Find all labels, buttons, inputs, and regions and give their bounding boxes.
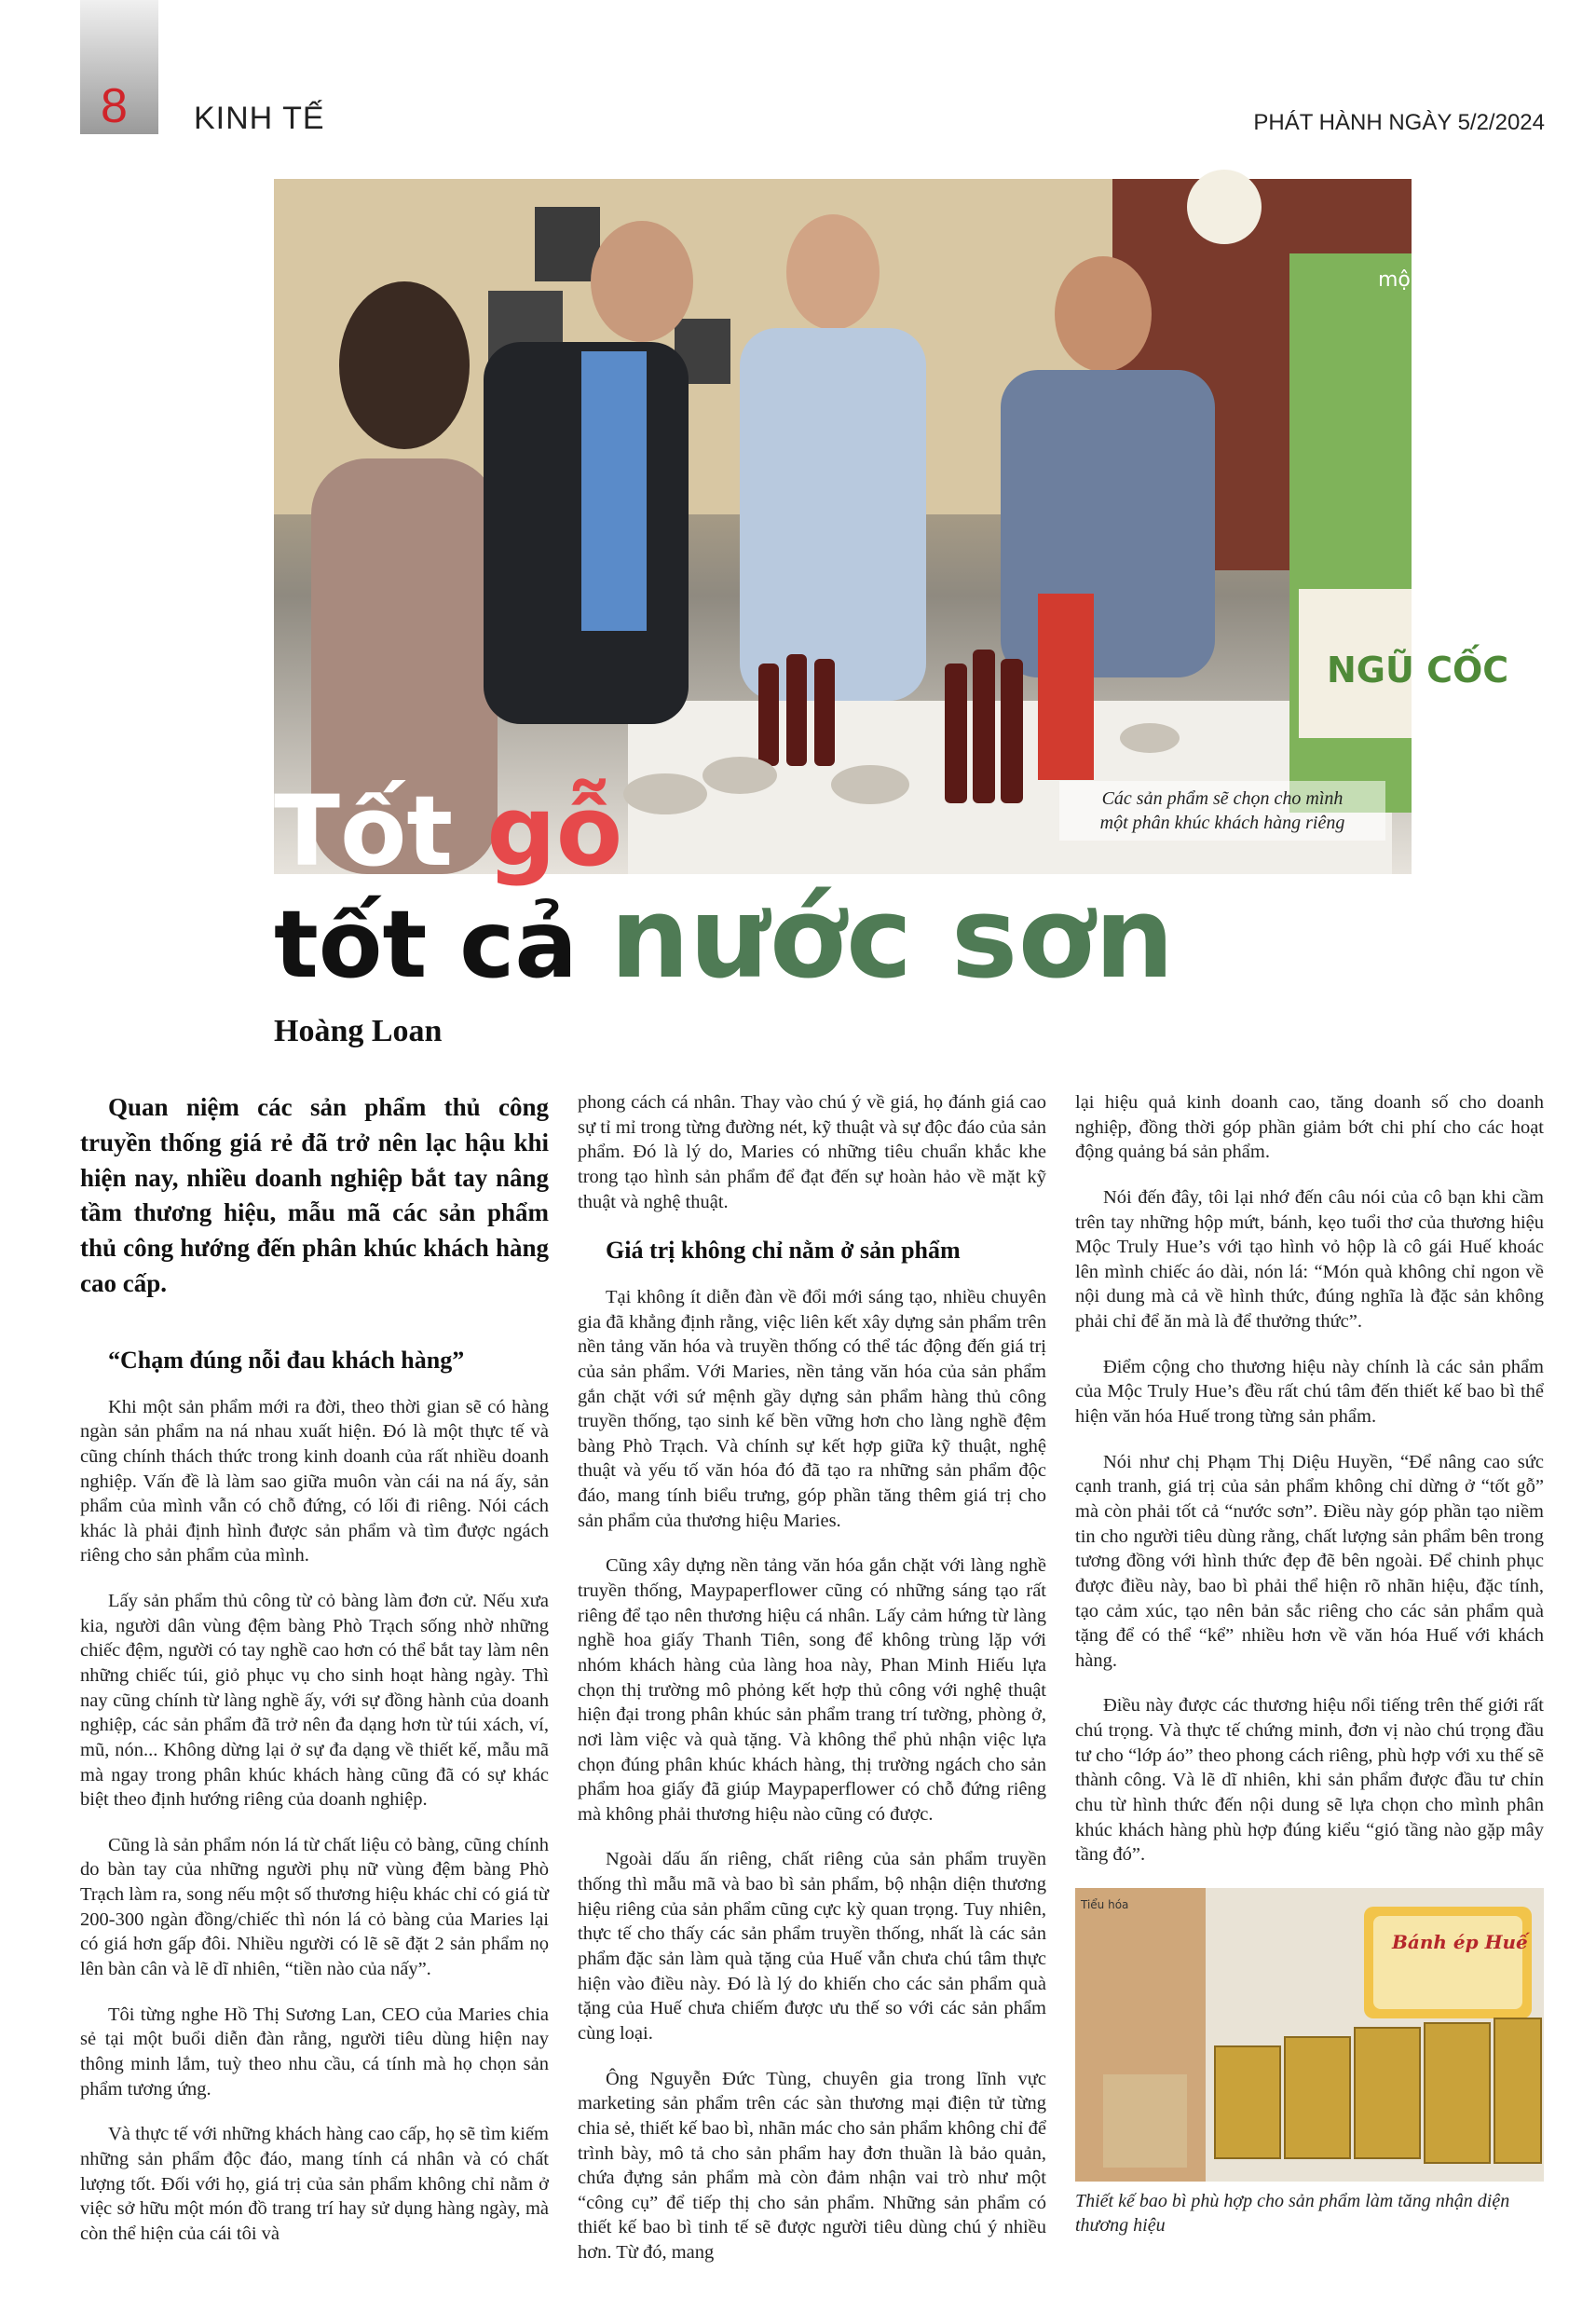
figure-tag: Tiểu hóa — [1081, 1897, 1129, 1911]
author-byline: Hoàng Loan — [274, 1014, 443, 1048]
article-column-3 — [1075, 1090, 1544, 2237]
paragraph: Khi một sản phẩm mới ra đời, theo thời gian sẽ có hàng ngàn sản phẩm na ná nhau xuất hiện. Đó là một thực tế và cũng chính thách thức trong kinh doanh của rất nhiều doanh nghiệp. Vấn đề là làm sao giữa muôn vàn cái na ná ấy, sản phẩm của mình vẫn có chỗ đứng, có lối đi riêng. Nói cách khác là phải định hình được sản phẩm và tìm được ngách riêng cho sản phẩm của mình. — [80, 1396, 549, 1566]
hero-caption — [1059, 781, 1385, 841]
paragraph: Điểm cộng cho thương hiệu này chính là các sản phẩm của Mộc Truly Hue’s đều rất chú tâm đến thiết kế bao bì thể hiện văn hóa Huế trong từng sản phẩm. — [1075, 1356, 1544, 1428]
issue-date: PHÁT HÀNH NGÀY 5/2/2024 — [1253, 110, 1545, 135]
packaging-illustration — [1075, 1888, 1544, 2182]
figure-caption: Thiết kế bao bì phù hợp cho sản phẩm làm tăng nhận diện thương hiệu — [1075, 2190, 1510, 2236]
headline-line1 — [274, 774, 623, 888]
hero-illustration — [274, 179, 1509, 874]
paragraph: Điều này được các thương hiệu nổi tiếng trên thế giới rất chú trọng. Và thực tế chứng minh, đơn vị nào chú trọng đầu tư cho “lớp áo” theo phong cách riêng, phù hợp với xu thế sẽ thành công. Và lẽ dĩ nhiên, khi sản phẩm được đầu tư chỉn chu từ hình thức đến nội dung sẽ lựa chọn cho mình phân khúc khách hàng phù hợp đúng kiểu “gió tầng nào gặp mây tầng đó”. — [1075, 1695, 1544, 1866]
paragraph: Lấy sản phẩm thủ công từ cỏ bàng làm đơn cử. Nếu xưa kia, người dân vùng đệm bàng Phò Trạch sống nhờ những chiếc đệm, người có tay nghề cao hơn có thể bắt tay làm nên những chiếc túi, giỏ phục vụ cho sinh hoạt hàng ngày. Thì nay cũng chính từ làng nghề ấy, với sự đồng hành của doanh nghiệp, các sản phẩm đã trở nên đa dạng hơn từ túi xách, ví, mũ, nón... Không dừng lại ở sự đa dạng về thiết kế, mẫu mã mà ngay trong phân khúc khách hàng cũng đã có sự khác biệt theo định hướng riêng của doanh nghiệp. — [80, 1591, 549, 1811]
hero-photo — [274, 179, 1509, 874]
paragraph: Cũng xây dựng nền tảng văn hóa gắn chặt với làng nghề truyền thống, Maypaperflower cũng có những sáng tạo rất riêng để tạo nên thương hiệu cá nhân. Lấy cảm hứng từ làng nghề hoa giấy Thanh Tiên, song để không trùng lặp với nhóm khách hàng của làng hoa này, Phan Minh Hiếu lựa chọn thị trường mô phỏng kết hợp thủ công với nghệ thuật hiện đại trong phân khúc sản phẩm trang trí tường, phòng ở, nơi làm việc và quà tặng. Và không thể phủ nhận việc lựa chọn đúng phân khúc khách hàng, thị trường ngách cho sản phẩm hoa giấy đã giúp Maypaperflower có chỗ đứng riêng mà không phải thương hiệu nào cũng có được. — [578, 1555, 1046, 1825]
headline-word-nuoc-son: nước sơn — [609, 874, 1175, 1004]
paragraph: Nói đến đây, tôi lại nhớ đến câu nói của cô bạn khi cầm trên tay những hộp mứt, bánh, kẹo tuổi thơ của thương hiệu Mộc Truly Hue’s với tạo hình vỏ hộp là cô gái Huế khoác lên mình chiếc áo dài, nón lá: “Món quà không chỉ ngon về nội dung mà cả về hình thức, đúng nghĩa là đặc sản không phải chỉ để ăn mà là để thưởng thức”. — [1075, 1186, 1544, 1333]
paragraph: Nói như chị Phạm Thị Diệu Huyền, “Để nâng cao sức cạnh tranh, giá trị của sản phẩm không chỉ dừng ở “tốt gỗ” mà còn phải tốt cả “nước sơn”. Điều này góp phần tạo niềm tin cho người tiêu dùng rằng, chất lượng sản phẩm bên trong tương đồng với hình thức đẹp đẽ bên ngoài. Để chinh phục được điều này, bao bì phải thể hiện rõ nhãn hiệu, đặc tính, tạo cảm xúc, tạo nên bản sắc riêng cho các sản phẩm quà tặng để có thể “kể” nhiều hơn về văn hóa Huế với khách hàng. — [1075, 1451, 1544, 1671]
paragraph: lại hiệu quả kinh doanh cao, tăng doanh số cho doanh nghiệp, đồng thời góp phần giảm bớt chi phí cho các hoạt động quảng bá sản phẩm. — [1075, 1092, 1544, 1163]
paragraph: phong cách cá nhân. Thay vào chú ý về giá, họ đánh giá cao sự tỉ mỉ trong từng đường nét, kỹ thuật và sự độc đáo của sản phẩm. Đó là lý do, Maries có những tiêu chuẩn khắc khe trong tạo hình sản phẩm để đạt đến sự hoàn hảo về mặt kỹ thuật và nghệ thuật. — [578, 1092, 1046, 1212]
banner-text: NGŨ CỐC — [1327, 650, 1509, 691]
page-number: 8 — [101, 79, 128, 133]
paragraph: Tại không ít diễn đàn về đổi mới sáng tạo, nhiều chuyên gia đã khẳng định rằng, việc liên kết xây dựng sản phẩm trên nền tảng văn hóa và truyền thống có thể tác động đến giá trị của sản phẩm. Với Maries, nền tảng văn hóa của sản phẩm gắn chặt với sứ mệnh gầy dựng sản phẩm hàng thủ công truyền thống, tạo sinh kế bền vững hơn cho làng nghề đệm bàng Phò Trạch. Và chính sự kết hợp giữa kỹ thuật, nghệ thuật và yếu tố văn hóa đó đã tạo ra những sản phẩm độc đáo, mang tính biểu trưng, góp phần tăng thêm giá trị cho sản phẩm của thương hiệu Maries. — [578, 1287, 1046, 1531]
figure-label: Bánh ép Huế — [1392, 1930, 1528, 1953]
headline-line2 — [274, 874, 1175, 1004]
subheading-1: “Chạm đúng nỗi đau khách hàng” — [108, 1346, 465, 1374]
lead-paragraph: Quan niệm các sản phẩm thủ công truyền thống giá rẻ đã trở nên lạc hậu khi hiện nay, nhiều doanh nghiệp bắt tay nâng tầm thương hiệu, mẫu mã các sản phẩm thủ công hướng đến phân khúc khách hàng cao cấp. — [80, 1093, 549, 1297]
headline-word-tot: Tốt — [274, 774, 454, 888]
paragraph: Và thực tế với những khách hàng cao cấp, họ sẽ tìm kiếm những sản phẩm độc đáo, mang tính cá nhân và có chất lượng tốt. Đối với họ, giá trị của sản phẩm không chỉ nằm ở việc sở hữu một món đồ trang trí hay sử dụng hàng ngày, mà còn thể hiện của cái tôi và — [80, 2124, 549, 2244]
hero-caption-line2: một phân khúc khách hàng riêng — [1099, 813, 1345, 833]
article-column-1 — [80, 1090, 549, 2266]
paragraph: Ngoài dấu ấn riêng, chất riêng của sản phẩm truyền thống thì mẫu mã và bao bì sản phẩm, bộ nhận diện thương hiệu riêng của sản phẩm cũng cực kỳ quan trọng. Tuy nhiên, thực tế cho thấy các sản phẩm truyền thống, nhất là các sản phẩm đặc sản làm quà tặng của Huế vẫn chưa chú tâm thực hiện vào điều này. Đó là lý do khiến cho các sản phẩm quà tặng của Huế chưa chiếm được ưu thế so với các sản phẩm cùng loại. — [578, 1849, 1046, 2044]
section-title: KINH TẾ — [194, 101, 325, 136]
subheading-2: Giá trị không chỉ nằm ở sản phẩm — [606, 1237, 961, 1265]
headline-word-tot-ca: tốt cả — [274, 890, 578, 999]
banner-top-text: mộc — [1378, 268, 1422, 292]
paragraph: Tôi từng nghe Hồ Thị Sương Lan, CEO của Maries chia sẻ tại một buổi diễn đàn rằng, người tiêu dùng hiện nay thông minh lắm, tuỳ theo nhu cầu, cá tính mà họ chọn sản phẩm tương ứng. — [80, 2004, 549, 2100]
article-column-2 — [578, 1090, 1046, 2286]
packaging-photo — [1075, 1888, 1544, 2182]
headline-word-go: gỗ — [486, 774, 623, 888]
hero-caption-line1: Các sản phẩm sẽ chọn cho mình — [1101, 788, 1344, 809]
paragraph: Cũng là sản phẩm nón lá từ chất liệu cỏ bàng, cũng chính do bàn tay của những người phụ nữ vùng đệm bàng Phò Trạch làm ra, song nếu một số thương hiệu khác chỉ có giá từ 200-300 ngàn đồng/chiếc thì nón lá cỏ bàng của Maries lại có giá hơn gấp đôi. Nhiều người có lẽ sẽ đặt 2 sản phẩm nọ lên bàn cân và lẽ dĩ nhiên, “tiền nào của nấy”. — [80, 1834, 549, 1980]
paragraph: Ông Nguyễn Đức Tùng, chuyên gia trong lĩnh vực marketing sản phẩm trên các sàn thương mại điện tử từng chia sẻ, thiết kế bao bì, nhãn mác cho sản phẩm không chỉ để trình bày, mô tả cho sản phẩm hay đơn thuần là bảo quản, chứa đựng sản phẩm mà còn đảm nhận vai trò như một “công cụ” để tiếp thị cho sản phẩm. Những sản phẩm có thiết kế bao bì tinh tế sẽ được người tiêu dùng chú ý nhiều hơn. Từ đó, mang — [578, 2068, 1046, 2264]
